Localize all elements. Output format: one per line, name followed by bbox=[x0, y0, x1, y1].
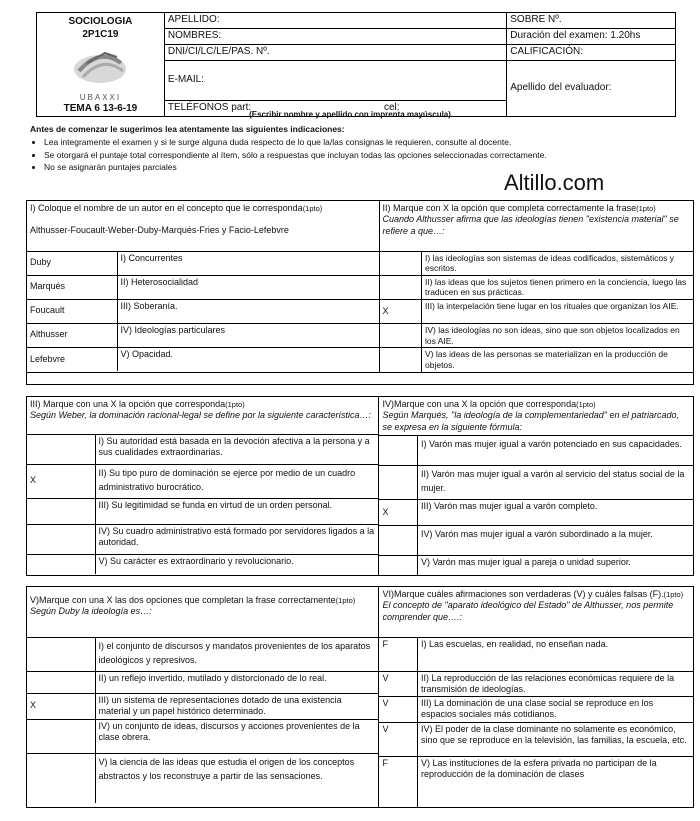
option-cell: II) Varón mas mujer igual a varón al servicio del status social de la mujer. bbox=[417, 465, 693, 499]
instruction-item: • No se asignarán puntajes parciales bbox=[44, 161, 680, 173]
option-cell: IV) Varón mas mujer igual a varón subordinado a la mujer. bbox=[417, 525, 693, 555]
q3-prompt: Según Weber, la dominación racional-legal se define por la siguiente característica…: bbox=[30, 410, 372, 421]
q1-authors: Althusser-Foucault-Weber-Duby-Marqués-Fries y Facio-Lefebvre bbox=[30, 225, 289, 236]
q4-prompt: Según Marqués, "la ideología de la complementariedad" en el patriarcado, se expresa en la siguiente fórmula: bbox=[382, 410, 680, 432]
concept-cell: II) Heterosocialidad bbox=[117, 275, 379, 299]
tema-label: TEMA 6 13-6-19 bbox=[63, 102, 138, 114]
option-cell: III) Su legitimidad se funda en virtud de un orden personal. bbox=[95, 498, 378, 524]
q2-prompt: Cuando Althusser afirma que las ideologías tienen "existencia material" se refiere a que…: bbox=[382, 214, 679, 236]
mark-cell[interactable] bbox=[27, 524, 95, 554]
answer-cell[interactable]: Althusser bbox=[27, 323, 117, 347]
q5-prompt: Según Duby la ideología es…: bbox=[30, 606, 152, 617]
option-cell: II) La reproducción de las relaciones económicas requiere de la transmisión de ideologías. bbox=[417, 671, 693, 697]
cel-label: cel: bbox=[383, 102, 400, 114]
mark-cell[interactable] bbox=[27, 719, 95, 753]
mark-cell[interactable] bbox=[27, 753, 95, 803]
instructions-lead: Antes de comenzar le sugerimos lea atentamente las siguientes indicaciones: bbox=[30, 124, 345, 134]
option-cell: I) Varón mas mujer igual a varón potenciado en sus capacidades. bbox=[417, 435, 693, 465]
mark-cell[interactable] bbox=[380, 324, 422, 348]
course-code: 2P1C19 bbox=[82, 28, 119, 40]
mark-cell[interactable] bbox=[27, 671, 95, 693]
spacer-row bbox=[27, 372, 694, 384]
option-cell: III) La dominación de una clase social se reproduce en los espacios sociales más cotidianos. bbox=[417, 697, 693, 723]
telefonos-label: TELÉFONOS part: bbox=[167, 102, 252, 114]
option-cell: III) la interpelación tiene lugar en los rituales que organizan los AIE. bbox=[422, 300, 694, 324]
answer-cell[interactable]: Duby bbox=[27, 251, 117, 275]
instruction-item: • Lea integramente el examen y si le surge alguna duda respecto de lo que la/las consignas le requieren, consulte al docente. bbox=[44, 136, 680, 148]
mark-cell[interactable] bbox=[27, 554, 95, 574]
evaluador-field[interactable]: Apellido del evaluador: bbox=[507, 61, 676, 117]
answer-cell[interactable]: Foucault bbox=[27, 299, 117, 323]
q5-title: V)Marque con una X las dos opciones que completan la frase correctamente bbox=[30, 595, 336, 605]
option-cell: II) Su tipo puro de dominación se ejerce por medio de un cuadro administrativo burocrático. bbox=[95, 464, 378, 498]
answer-cell[interactable]: Marqués bbox=[27, 275, 117, 299]
option-cell: III) un sistema de representaciones dotado de una existencia material y un papel histórico determinado. bbox=[95, 693, 378, 719]
option-cell: V) Las instituciones de la esfera privada no participan de la reproducción de la dominación de clases bbox=[417, 757, 693, 807]
subject-name: SOCIOLOGIA bbox=[68, 16, 133, 27]
nombres-field[interactable]: NOMBRES: bbox=[164, 29, 506, 45]
question-3: III) Marque con una X la opción que corresponda(1pto) Según Weber, la dominación racional-legal se define por la siguiente característica…: I) Su autoridad está basada en la devoción afectiva a la persona y a sus cualidades extraordinarias. X II) Su tipo puro de dominación se ejerce por medio de un cuadro administrativo burocrático. III) Su legitimidad se funda en virtud de un orden personal. IV) Su cuadro administrativo está formado por servidores ligados a la autoridad. V) Su carácter es extraordinario y revolucionario. bbox=[27, 397, 378, 574]
section-q1-q2 bbox=[26, 200, 694, 385]
email-field[interactable]: E-MAIL: bbox=[164, 61, 506, 101]
option-cell: V) las ideas de las personas se materializan en la producción de objetos. bbox=[422, 348, 694, 372]
option-cell: I) las ideologías son sistemas de ideas codificados, sistemáticos y escritos. bbox=[422, 251, 694, 275]
instruction-item: • Se otorgará el puntaje total correspondiente al ítem, sólo a respuestas que incluyan todas las opciones seleccionadas correctamente. bbox=[44, 149, 680, 161]
q6-prompt: El concepto de "aparato ideológico del Estado" de Althusser, nos permite comprender que….: bbox=[382, 600, 674, 622]
option-cell: I) Las escuelas, en realidad, no enseñan nada. bbox=[417, 637, 693, 671]
question-4: IV)Marque con una X la opción que corresponda(1pto) Según Marqués, "la ideología de la complementariedad" en el patriarcado, se expresa en la siguiente fórmula: I) Varón mas mujer igual a varón potenciado en sus capacidades. II) Varón mas mujer igual a varón al servicio del status social de la mujer. X III) Varón mas mujer igual a varón completo. IV) Varón mas mujer igual a varón subordinado a la mujer. V) Varón mas mujer igual a pareja o unidad superior. bbox=[379, 397, 693, 575]
q4-title: IV)Marque con una X la opción que corresponda bbox=[382, 399, 577, 409]
instructions bbox=[30, 123, 680, 173]
answer-cell[interactable]: Lefebvre bbox=[27, 347, 117, 371]
mark-cell[interactable] bbox=[27, 498, 95, 524]
question-6: VI)Marque cuáles afirmaciones son verdaderas (V) y cuáles falsas (F).(1pto) El concepto de "aparato ideológico del Estado" de Althusser, nos permite comprender que….: F I) Las escuelas, en realidad, no enseñan nada. V II) La reproducción de las relaciones económicas requiere de la transmisión de ideologías. V III) La dominación de una clase social se reproduce en los espacios sociales más cotidianos. V IV) El poder de la clase dominante no solamente es económico, sino que se reproduce en la televisión, las familias, la escuela, etc. F V) Las instituciones de la esfera privada no participan de la reproducción de la dominación de clases bbox=[379, 587, 693, 807]
mark-cell[interactable] bbox=[379, 435, 417, 465]
watermark: Altillo.com bbox=[504, 170, 605, 195]
q3-title: III) Marque con una X la opción que corresponda bbox=[30, 399, 226, 409]
concept-cell: I) Concurrentes bbox=[117, 251, 379, 275]
option-cell: IV) El poder de la clase dominante no solamente es económico, sino que se reproduce en la televisión, las familias, la escuela, etc. bbox=[417, 723, 693, 757]
question-2: II) Marque con X la opción que completa correctamente la frase(1pto) Cuando Althusser afirma que las ideologías tienen "existencia material" se refiere a que…: I) las ideologías son sistemas de ideas codificados, sistemáticos y escritos. II) las ideas que los sujetos tienen primero en la conciencia, luego las traducen en sus prácticas. X III) la interpelación tiene lugar en los rituales que organizan los AIE. IV) las ideologías no son ideas, sino que son objetos localizados en los AIE. V) las ideas de las personas se materializan en la producción de objetos. bbox=[380, 201, 694, 372]
option-cell: II) las ideas que los sujetos tienen primero en la conciencia, luego las traducen en sus prácticas. bbox=[422, 275, 694, 299]
mark-cell[interactable]: X bbox=[380, 300, 422, 324]
mark-cell[interactable]: V bbox=[379, 697, 417, 723]
question-1: I) Coloque el nombre de un autor en el concepto que le corresponda(1pto) Althusser-Foucault-Weber-Duby-Marqués-Fries y Facio-Lefebvre Duby I) Concurrentes Marqués II) Heterosocialidad Foucault III) Soberanía. Althusser IV) Ideologías particulares Lefebvre V) Opacidad. bbox=[27, 201, 379, 371]
mark-cell[interactable] bbox=[380, 348, 422, 372]
option-cell: V) Varón mas mujer igual a pareja o unidad superior. bbox=[417, 555, 693, 575]
dni-field[interactable]: DNI/CI/LC/LE/PAS. Nº. bbox=[164, 45, 506, 61]
uba-logo-icon bbox=[65, 43, 135, 87]
mark-cell[interactable] bbox=[27, 637, 95, 671]
concept-cell: III) Soberanía. bbox=[117, 299, 379, 323]
concept-cell: V) Opacidad. bbox=[117, 347, 379, 371]
section-q5-q6 bbox=[26, 586, 694, 808]
logo-text: UBAXXI bbox=[79, 92, 122, 102]
option-cell: IV) Su cuadro administrativo está formado por servidores ligados a la autoridad. bbox=[95, 524, 378, 554]
option-cell: V) Su carácter es extraordinario y revolucionario. bbox=[95, 554, 378, 574]
mark-cell[interactable] bbox=[379, 555, 417, 575]
q6-title: VI)Marque cuáles afirmaciones son verdaderas (V) y cuáles falsas (F). bbox=[382, 589, 664, 599]
name-instruction: (Escribir nombre y apellido con imprenta mayúscula) bbox=[249, 110, 451, 119]
option-cell: IV) las ideologías no son ideas, sino que son objetos localizados en los AIE. bbox=[422, 324, 694, 348]
sobre-field[interactable]: SOBRE Nº. bbox=[507, 13, 676, 29]
mark-cell[interactable] bbox=[379, 525, 417, 555]
mark-cell[interactable] bbox=[379, 465, 417, 499]
question-5: V)Marque con una X las dos opciones que completan la frase correctamente(1pto) Según Duby la ideología es…: I) el conjunto de discursos y mandatos provenientes de los aparatos ideológicos y represivos. II) un reflejo invertido, mutilado y distorcionado de lo real. X III) un sistema de representaciones dotado de una existencia material y un papel histórico determinado. IV) un conjunto de ideas, discursos y acciones provenientes de la clase obrera. V) la ciencia de las ideas que estudia el origen de los conceptos abstractos y los reconstruye a partir de las sensaciones. bbox=[27, 587, 378, 803]
option-cell: V) la ciencia de las ideas que estudia el origen de los conceptos abstractos y los reconstruye a partir de las sensaciones. bbox=[95, 753, 378, 803]
mark-cell[interactable]: V bbox=[379, 723, 417, 757]
option-cell: I) el conjunto de discursos y mandatos provenientes de los aparatos ideológicos y represivos. bbox=[95, 637, 378, 671]
option-cell: IV) un conjunto de ideas, discursos y acciones provenientes de la clase obrera. bbox=[95, 719, 378, 753]
mark-cell[interactable]: V bbox=[379, 671, 417, 697]
mark-cell[interactable] bbox=[380, 251, 422, 275]
mark-cell[interactable]: X bbox=[27, 693, 95, 719]
concept-cell: IV) Ideologías particulares bbox=[117, 323, 379, 347]
mark-cell[interactable] bbox=[27, 434, 95, 464]
apellido-field[interactable]: APELLIDO: bbox=[164, 13, 506, 29]
section-q3-q4 bbox=[26, 396, 694, 576]
duracion-label: Duración del examen: 1.20hs bbox=[507, 29, 676, 45]
mark-cell[interactable]: X bbox=[27, 464, 95, 498]
mark-cell[interactable] bbox=[380, 275, 422, 299]
mark-cell[interactable]: F bbox=[379, 757, 417, 807]
q2-title: II) Marque con X la opción que completa correctamente la frase bbox=[382, 203, 637, 213]
option-cell: I) Su autoridad está basada en la devoción afectiva a la persona y a sus cualidades extraordinarias. bbox=[95, 434, 378, 464]
mark-cell[interactable]: X bbox=[379, 499, 417, 525]
exam-header bbox=[36, 12, 676, 117]
option-cell: III) Varón mas mujer igual a varón completo. bbox=[417, 499, 693, 525]
calificacion-field[interactable]: CALIFICACIÓN: bbox=[507, 45, 676, 61]
option-cell: II) un reflejo invertido, mutilado y distorcionado de lo real. bbox=[95, 671, 378, 693]
mark-cell[interactable]: F bbox=[379, 637, 417, 671]
q1-title: I) Coloque el nombre de un autor en el concepto que le corresponda bbox=[30, 203, 303, 213]
subject-cell bbox=[37, 13, 165, 117]
